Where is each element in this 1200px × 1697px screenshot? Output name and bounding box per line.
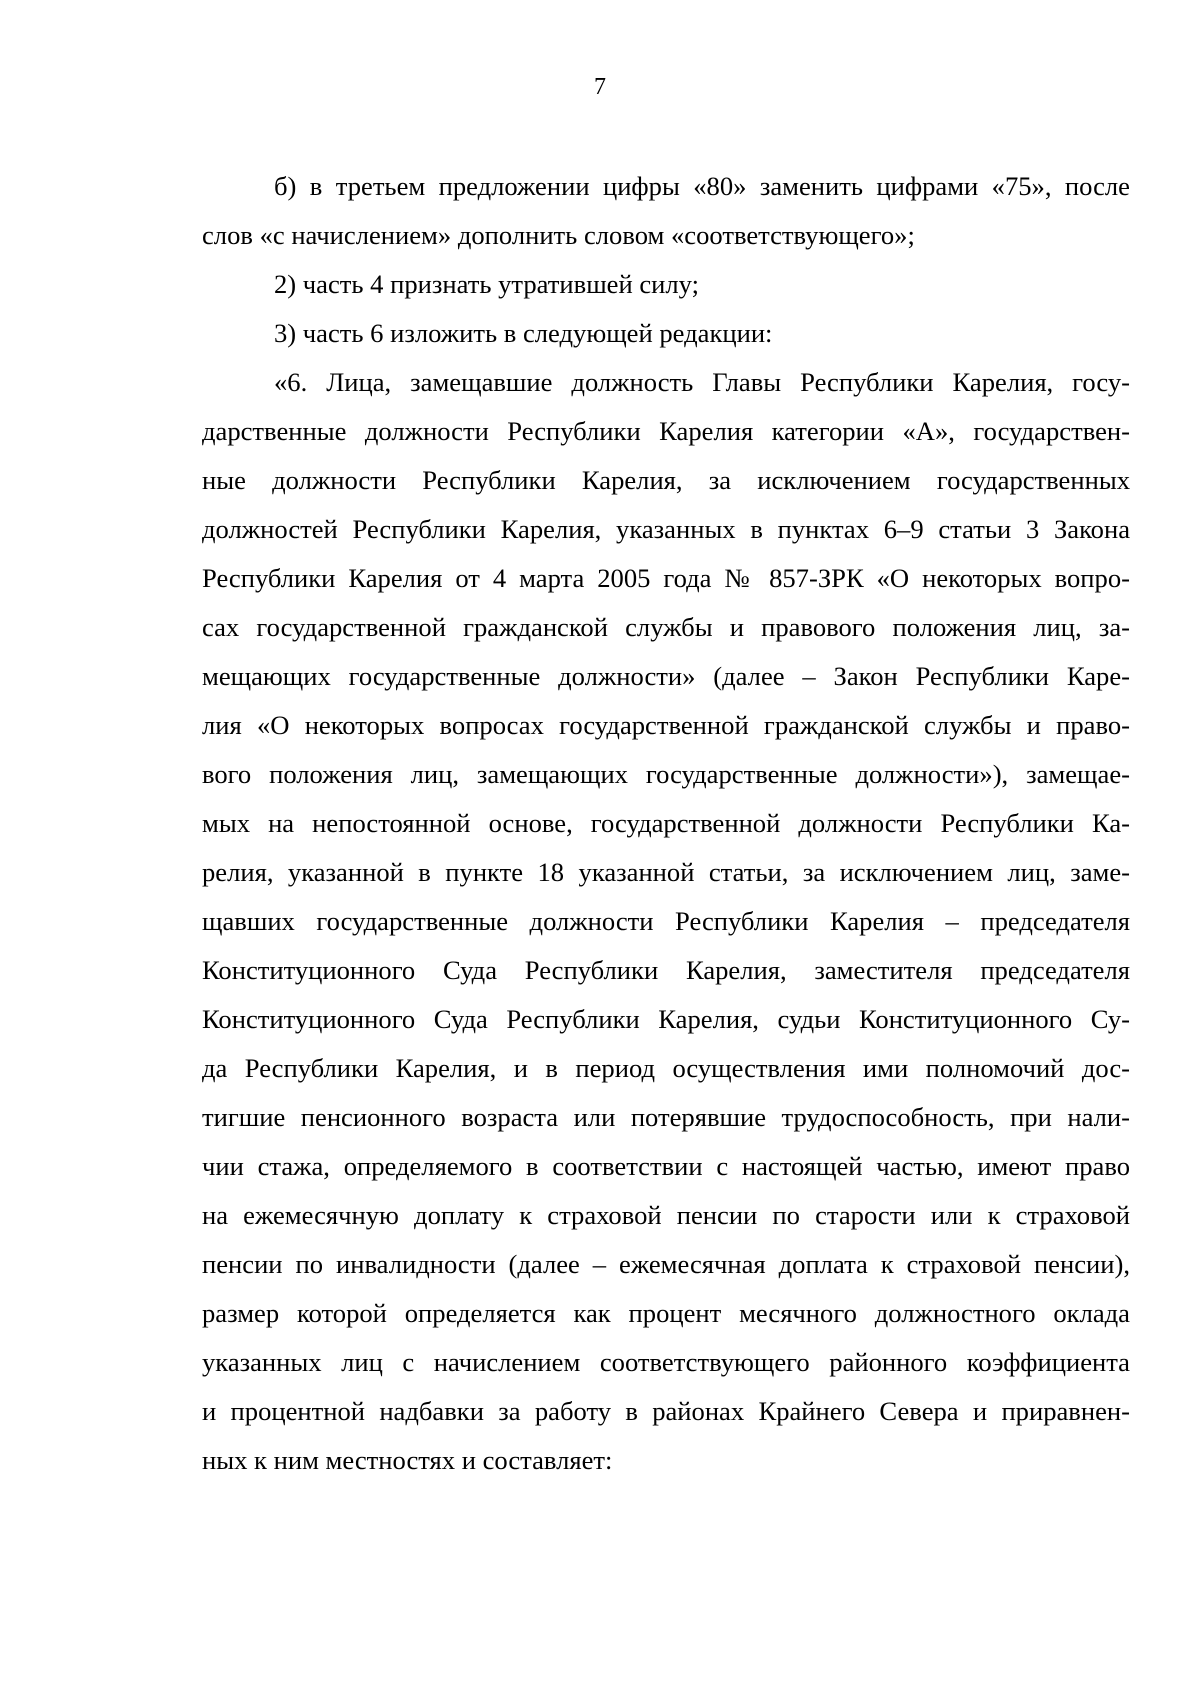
paragraph-line: б) в третьем предложении цифры «80» заменить цифрами «75», после bbox=[274, 171, 1130, 201]
paragraph-quoted-part-6 bbox=[202, 358, 1130, 1485]
paragraph-line: чии стажа, определяемого в соответствии с настоящей частью, имеют право bbox=[202, 1151, 1130, 1181]
paragraph-line: и процентной надбавки за работу в районах Крайнего Севера и приравнен- bbox=[202, 1396, 1130, 1426]
paragraph-line: размер которой определяется как процент месячного должностного оклада bbox=[202, 1298, 1130, 1328]
paragraph-line: сах государственной гражданской службы и правового положения лиц, за- bbox=[202, 612, 1130, 642]
paragraph-line: ные должности Республики Карелия, за исключением государственных bbox=[202, 465, 1130, 495]
paragraph-line: релия, указанной в пункте 18 указанной статьи, за исключением лиц, заме- bbox=[202, 857, 1130, 887]
paragraph-line: Республики Карелия от 4 марта 2005 года № 857-ЗРК «О некоторых вопро- bbox=[202, 563, 1130, 593]
paragraph-line: слов «с начислением» дополнить словом «соответствующего»; bbox=[202, 220, 915, 250]
paragraph-line: Конституционного Суда Республики Карелия, судьи Конституционного Су- bbox=[202, 1004, 1130, 1034]
paragraph-line: Конституционного Суда Республики Карелия, заместителя председателя bbox=[202, 955, 1130, 985]
page-number: 7 bbox=[594, 74, 606, 100]
paragraph-line: указанных лиц с начислением соответствующего районного коэффициента bbox=[202, 1347, 1130, 1377]
paragraph-line: пенсии по инвалидности (далее – ежемесячная доплата к страховой пенсии), bbox=[202, 1249, 1130, 1279]
paragraph-line: должностей Республики Карелия, указанных в пунктах 6–9 статьи 3 Закона bbox=[202, 514, 1130, 544]
paragraph-line: на ежемесячную доплату к страховой пенсии по старости или к страховой bbox=[202, 1200, 1130, 1230]
paragraph-line: мещающих государственные должности» (далее – Закон Республики Каре- bbox=[202, 661, 1130, 691]
paragraph-line: «6. Лица, замещавшие должность Главы Республики Карелия, госу- bbox=[274, 367, 1130, 397]
paragraph-line: тигшие пенсионного возраста или потерявшие трудоспособность, при нали- bbox=[202, 1102, 1130, 1132]
paragraph-line: ных к ним местностях и составляет: bbox=[202, 1445, 613, 1475]
paragraph-b bbox=[202, 162, 1130, 260]
paragraph-line: дарственные должности Республики Карелия категории «А», государствен- bbox=[202, 416, 1130, 446]
paragraph-line: мых на непостоянной основе, государственной должности Республики Ка- bbox=[202, 808, 1130, 838]
paragraph-line: лия «О некоторых вопросах государственной гражданской службы и право- bbox=[202, 710, 1130, 740]
paragraph-line: да Республики Карелия, и в период осуществления ими полномочий дос- bbox=[202, 1053, 1130, 1083]
paragraph-line: щавших государственные должности Республики Карелия – председателя bbox=[202, 906, 1130, 936]
paragraph-item-2: 2) часть 4 признать утратившей силу; bbox=[274, 269, 700, 299]
paragraph-line: вого положения лиц, замещающих государственные должности»), замещае- bbox=[202, 759, 1130, 789]
document-body bbox=[202, 162, 1130, 1485]
paragraph-item-3: 3) часть 6 изложить в следующей редакции: bbox=[274, 318, 773, 348]
